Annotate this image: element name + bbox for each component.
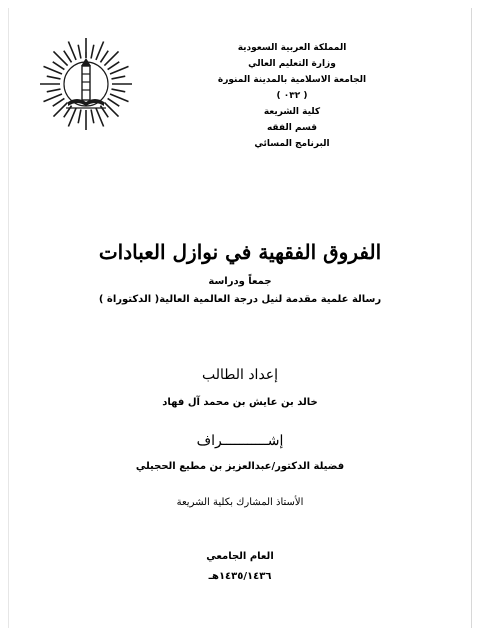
emblem-ray [91,45,94,59]
emblem-ray [64,51,72,63]
emblem-ray [78,110,81,124]
emblem-ray [110,66,128,74]
institution-line: قسم الفقه [266,123,318,133]
emblem-ray [100,51,108,63]
thesis-title: الفروق الفقهية في نوازل العبادات [98,240,382,264]
thesis-degree: رسالة علمية مقدمة لنيل درجة العالمية العالية( الدكتوراة ) [98,294,382,305]
emblem-ray [100,106,108,118]
emblem-ray [68,42,76,60]
emblem-ray [44,66,62,74]
emblem-ray [91,110,94,124]
emblem-ray [108,98,120,106]
institution-header [192,40,392,152]
institution-line: وزارة التعليم العالي [248,59,336,69]
supervisor-rank: الأستاذ المشارك بكلية الشريعة [176,497,304,508]
institution-line: كلية الشريعة [263,107,321,117]
thesis-subtitle: جمعاً ودراسة [208,276,272,287]
emblem-ray [78,45,81,59]
institution-line: المملكة العربية السعودية [237,43,347,53]
institution-line: البرنامج المسائي [254,139,330,149]
preparation-label: إعداد الطالب [201,367,279,383]
emblem-ray [112,89,126,92]
student-name: خالد بن عايش بن محمد آل فهاد [162,397,318,408]
institution-line: ( ٠٣٢ ) [276,91,308,101]
academic-year-section [20,548,460,586]
preparation-section [20,364,460,412]
emblem-ray [110,94,128,102]
emblem-ray [64,106,72,118]
university-emblem-icon [38,36,134,132]
emblem-ray [96,108,104,126]
emblem-ray [108,62,120,70]
emblem-ray [47,89,61,92]
supervisor-name: فضيلة الدكتور/عبدالعزيز بن مطيع الحجيلي [135,461,345,472]
emblem-ray [53,98,65,106]
emblem-ray [112,76,126,79]
emblem-ray [96,42,104,60]
academic-year-label: العام الجامعي [206,551,274,562]
emblem-ray [47,76,61,79]
academic-year-value: ١٤٣٥/١٤٣٦هـ [208,571,272,582]
institution-line: الجامعة الاسلامية بالمدينة المنورة [217,75,367,85]
supervision-label: إشـــــــــــراف [196,433,284,449]
thesis-title-block [20,238,460,308]
emblem-ray [68,108,76,126]
emblem-ray [44,94,62,102]
emblem-ray [53,62,65,70]
supervision-section [20,430,460,512]
